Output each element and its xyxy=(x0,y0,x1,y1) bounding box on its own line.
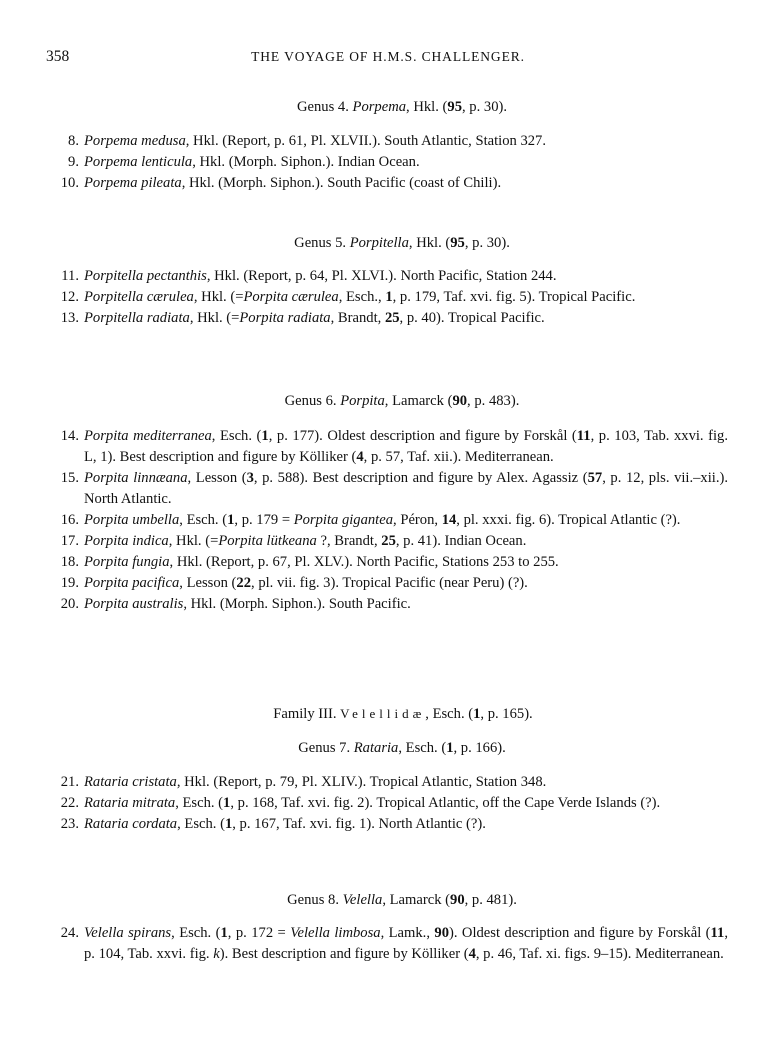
species-list-genus-6 xyxy=(0,426,776,615)
section-genus-7 xyxy=(0,738,776,759)
species-entry: 14. Porpita mediterranea, Esch. (1, p. 177). Oldest description and figure by Forskål (11, p. 103, Tab. xxvi. fig. L, 1). Best description and figure by Kölliker (4, p. 57, Taf. xii.). Mediterranean. xyxy=(60,428,728,465)
species-list-genus-7 xyxy=(0,772,776,835)
section-genus-5 xyxy=(0,233,776,254)
species-entry: 13. Porpitella radiata, Hkl. (=Porpita radiata, Brandt, 25, p. 40). Tropical Pacific. xyxy=(60,310,545,326)
section-genus-6 xyxy=(0,391,776,412)
species-entry: 15. Porpita linnæana, Lesson (3, p. 588). Best description and figure by Alex. Agassiz (57, p. 12, pls. vii.–xii.). North Atlantic. xyxy=(60,470,728,507)
species-list-genus-8 xyxy=(0,923,776,965)
species-entry: 22. Rataria mitrata, Esch. (1, p. 168, Taf. xvi. fig. 2). Tropical Atlantic, off the Cape Verde Islands (?). xyxy=(60,795,661,811)
running-title: THE VOYAGE OF H.M.S. CHALLENGER. xyxy=(251,49,525,64)
species-entry: 24. Velella spirans, Esch. (1, p. 172 = Velella limbosa, Lamk., 90). Oldest description and figure by Forskål (11, p. 104, Tab. xxvi. fig. k). Best description and figure by Kölliker (4, p. 46, Taf. xi. figs. 9–15). Mediterranean. xyxy=(60,925,728,962)
section-genus-4 xyxy=(0,97,776,118)
species-entry: 11. Porpitella pectanthis, Hkl. (Report, p. 64, Pl. XLVI.). North Pacific, Station 244. xyxy=(61,268,557,284)
species-entry: 9. Porpema lenticula, Hkl. (Morph. Siphon.). Indian Ocean. xyxy=(68,154,420,170)
genus-heading: Genus 8. Velella, Lamarck (90, p. 481). xyxy=(287,892,517,908)
running-head xyxy=(0,46,776,68)
species-entry: 20. Porpita australis, Hkl. (Morph. Siphon.). South Pacific. xyxy=(60,596,411,612)
section-family-3 xyxy=(0,703,776,725)
species-entry: 16. Porpita umbella, Esch. (1, p. 179 = Porpita gigantea, Péron, 14, pl. xxxi. fig. 6). Tropical Atlantic (?). xyxy=(60,512,681,528)
species-list-genus-4 xyxy=(0,131,776,194)
genus-heading: Genus 7. Rataria, Esch. (1, p. 166). xyxy=(298,740,506,756)
species-entry: 18. Porpita fungia, Hkl. (Report, p. 67, Pl. XLV.). North Pacific, Stations 253 to 255. xyxy=(60,554,559,570)
species-entry: 17. Porpita indica, Hkl. (=Porpita lütkeana ?, Brandt, 25, p. 41). Indian Ocean. xyxy=(60,533,527,549)
section-genus-8 xyxy=(0,890,776,911)
species-entry: 10. Porpema pileata, Hkl. (Morph. Siphon.). South Pacific (coast of Chili). xyxy=(60,175,502,191)
species-entry: 21. Rataria cristata, Hkl. (Report, p. 79, Pl. XLIV.). Tropical Atlantic, Station 348. xyxy=(60,774,547,790)
family-heading: Family III. Velellidæ, Esch. (1, p. 165). xyxy=(273,706,533,722)
species-entry: 23. Rataria cordata, Esch. (1, p. 167, Taf. xvi. fig. 1). North Atlantic (?). xyxy=(60,816,486,832)
genus-heading: Genus 6. Porpita, Lamarck (90, p. 483). xyxy=(284,393,520,409)
genus-heading: Genus 4. Porpema, Hkl. (95, p. 30). xyxy=(296,99,507,115)
species-entry: 19. Porpita pacifica, Lesson (22, pl. vii. fig. 3). Tropical Pacific (near Peru) (?). xyxy=(60,575,528,591)
page-number: 358 xyxy=(46,48,70,65)
species-entry: 12. Porpitella cærulea, Hkl. (=Porpita cærulea, Esch., 1, p. 179, Taf. xvi. fig. 5). Tropical Pacific. xyxy=(60,289,636,305)
genus-heading: Genus 5. Porpitella, Hkl. (95, p. 30). xyxy=(294,235,510,251)
species-list-genus-5 xyxy=(0,266,776,329)
species-entry: 8. Porpema medusa, Hkl. (Report, p. 61, Pl. XLVII.). South Atlantic, Station 327. xyxy=(68,133,546,149)
